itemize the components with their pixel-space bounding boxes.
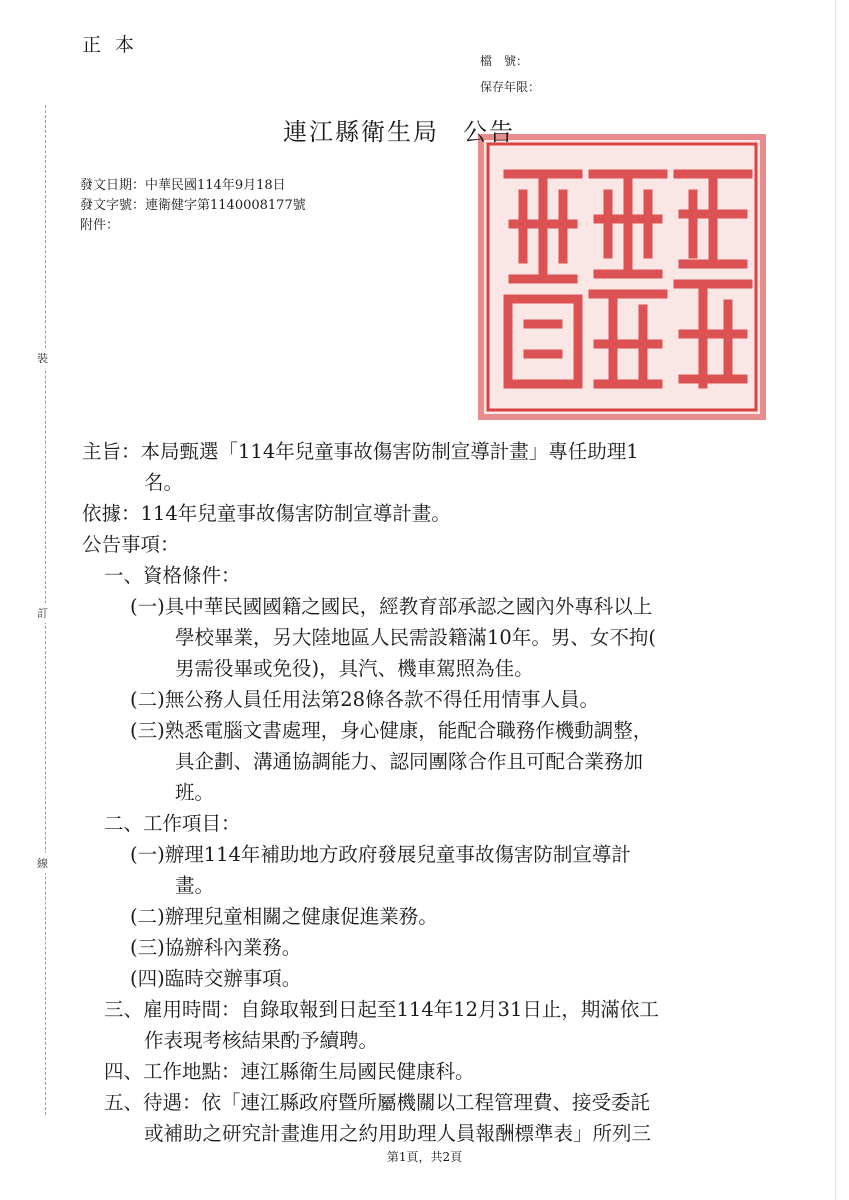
- official-seal: [478, 134, 766, 420]
- seal-icon: [478, 134, 766, 420]
- agency-name: 連江縣衛生局: [283, 118, 439, 146]
- issue-number: 發文字號：連衛健字第1140008177號: [80, 198, 306, 213]
- section-line: 作表現考核結果酌予續聘。: [144, 1029, 379, 1052]
- binding-mark: 訂: [37, 603, 48, 623]
- list-item: 具企劃、溝通協調能力、認同團隊合作且可配合業務加: [175, 750, 644, 773]
- list-item: 學校畢業，另大陸地區人民需設籍滿10年。男、女不拘(: [175, 626, 656, 649]
- archive-number-label: 檔 號：: [480, 54, 529, 68]
- binding-mark: 裝: [37, 348, 48, 368]
- list-item: (四)臨時交辦事項。: [130, 967, 302, 990]
- section-line: 三、雇用時間：自錄取報到日起至114年12月31日止，期滿依工: [104, 998, 659, 1021]
- document-title: [283, 112, 515, 147]
- copy-label: 正本: [82, 34, 149, 56]
- list-item: 班。: [175, 781, 215, 804]
- subject-line: 名。: [144, 471, 184, 494]
- subject-line: 主旨：本局甄選「114年兒童事故傷害防制宣導計畫」專任助理1: [82, 440, 639, 463]
- section-line: 四、工作地點：連江縣衛生局國民健康科。: [104, 1060, 475, 1083]
- page-edge: [835, 0, 836, 1200]
- section-line: 五、待遇：依「連江縣政府暨所屬機關以工程管理費、接受委託: [104, 1091, 651, 1114]
- list-item: (三)熟悉電腦文書處理，身心健康，能配合職務作機動調整，: [130, 719, 653, 742]
- list-item: (一)辦理114年補助地方政府發展兒童事故傷害防制宣導計: [130, 843, 631, 866]
- list-item: 男需役畢或免役)，具汽、機車駕照為佳。: [175, 657, 534, 680]
- list-item: (三)協辦科內業務。: [130, 936, 302, 959]
- list-item: (二)無公務人員任用法第28條各款不得任用情事人員。: [130, 688, 600, 711]
- items-heading: 公告事項：: [82, 533, 180, 556]
- list-item: 畫。: [175, 874, 215, 897]
- section-heading: 一、資格條件：: [104, 564, 241, 587]
- page-number: 第1頁，共2頁: [386, 1150, 463, 1164]
- section-line: 或補助之研究計畫進用之約用助理人員報酬標準表」所列三: [144, 1122, 652, 1145]
- issue-date: 發文日期：中華民國114年9月18日: [80, 178, 286, 193]
- basis-line: 依據：114年兒童事故傷害防制宣導計畫。: [82, 502, 451, 525]
- list-item: (一)具中華民國國籍之國民，經教育部承認之國內外專科以上: [130, 595, 653, 618]
- attachment-label: 附件：: [80, 218, 120, 233]
- retention-period-label: 保存年限：: [480, 80, 541, 94]
- section-heading: 二、工作項目：: [104, 812, 241, 835]
- document-type: 公告: [463, 118, 515, 146]
- binding-mark: 線: [37, 853, 48, 873]
- list-item: (二)辦理兒童相關之健康促進業務。: [130, 905, 438, 928]
